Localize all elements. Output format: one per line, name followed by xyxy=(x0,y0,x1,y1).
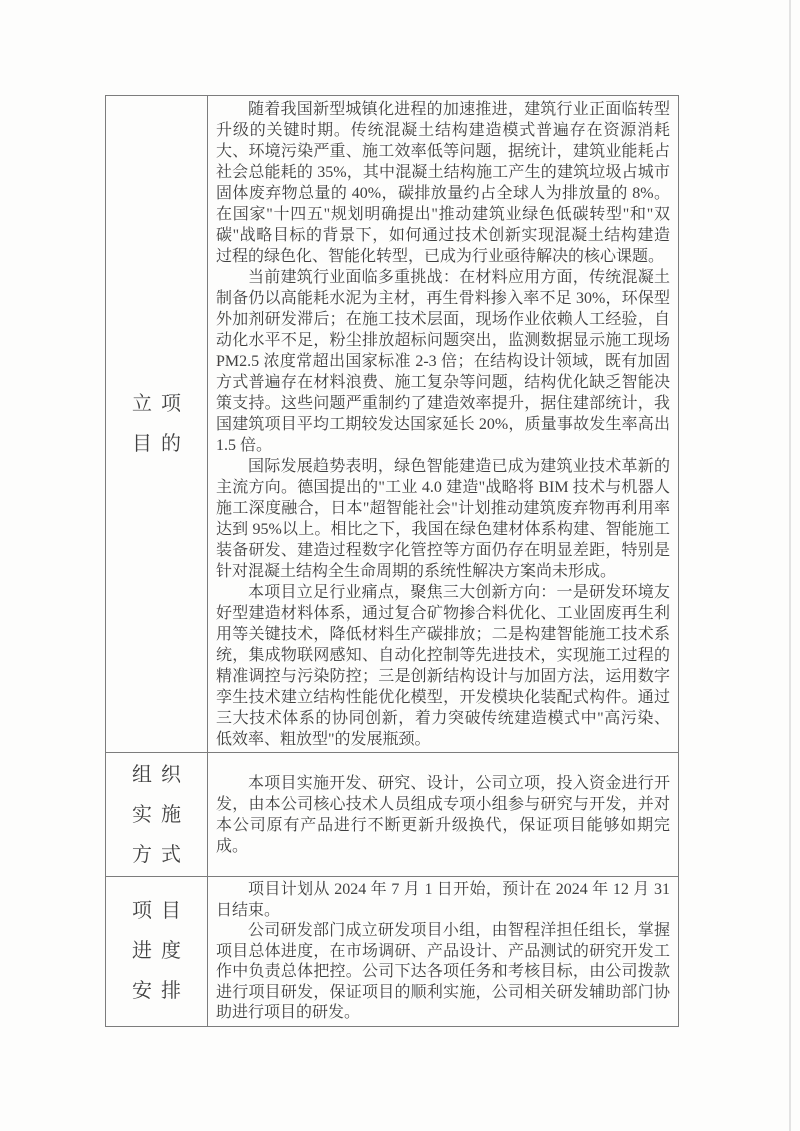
paragraph: 随着我国新型城镇化进程的加速推进，建筑行业正面临转型升级的关键时期。传统混凝土结构建造模式普遍存在资源消耗大、环境污染严重、施工效率低等问题，据统计，建筑业能耗占社会总能耗的 35%，其中混凝土结构施工产生的建筑垃圾占城市固体废弃物总量的 40%，碳排放量约占全球人为排放量的 8%。在国家"十四五"规划明确提出"推动建筑业绿色低碳转型"和"双碳"战略目标的背景下，如何通过技术创新实现混凝土结构建造过程的绿色化、智能化转型，已成为行业亟待解决的核心课题。 xyxy=(216,101,670,265)
label-line: 安排 xyxy=(132,980,190,1003)
table-body xyxy=(106,96,679,1027)
content-project-purpose xyxy=(208,96,679,753)
scan-edge-artifact xyxy=(789,0,791,1131)
paragraph: 公司研发部门成立研发项目小组，由智程洋担任组长，掌握项目总体进度，在市场调研、产品设计、产品测试的研究开发工作中负责总体把控。公司下达各项任务和考核目标，由公司拨款进行项目研发，保证项目的顺利实施，公司相关研发辅助部门协助进行项目的研发。 xyxy=(216,922,670,1021)
label-line: 实施 xyxy=(132,803,190,826)
row-label-organization-implementation xyxy=(106,753,208,877)
paragraph: 本项目实施开发、研究、设计，公司立项，投入资金进行开发，由本公司核心技术人员组成专项小组参与研究与开发，并对本公司原有产品进行不断更新升级换代，保证项目能够如期完成。 xyxy=(216,775,670,855)
table-row-organization-implementation xyxy=(106,753,679,877)
paragraph: 本项目立足行业痛点，聚焦三大创新方向：一是研发环境友好型建造材料体系，通过复合矿物掺合料优化、工业固废再生利用等关键技术，降低材料生产碳排放；二是构建智能施工技术系统，集成物联网感知、自动化控制等先进技术，实现施工过程的精准调控与污染防控；三是创新结构设计与加固方法，运用数字孪生技术建立结构性能优化模型，开发模块化装配式构件。通过三大技术体系的协同创新，着力突破传统建造模式中"高污染、低效率、粗放型"的发展瓶颈。 xyxy=(216,584,670,748)
label-line: 进度 xyxy=(132,940,190,963)
label-line: 方式 xyxy=(132,843,190,866)
row-label-project-schedule xyxy=(106,877,208,1027)
label-line: 组织 xyxy=(132,763,190,786)
table-row-project-purpose xyxy=(106,96,679,753)
label-line: 项目 xyxy=(132,900,190,923)
project-proposal-table xyxy=(105,95,679,1027)
table-row-project-schedule xyxy=(106,877,679,1027)
paragraph: 国际发展趋势表明，绿色智能建造已成为建筑业技术革新的主流方向。德国提出的"工业 4.0 建造"战略将 BIM 技术与机器人施工深度融合，日本"超智能社会"计划推动建筑废弃物再利用率达到 95%以上。相比之下，我国在绿色建材体系构建、智能施工装备研发、建造过程数字化管控等方面仍存在明显差距，特别是针对混凝土结构全生命周期的系统性解决方案尚未形成。 xyxy=(216,458,670,580)
paragraph: 当前建筑行业面临多重挑战：在材料应用方面，传统混凝土制备仍以高能耗水泥为主材，再生骨料掺入率不足 30%，环保型外加剂研发滞后；在施工技术层面，现场作业依赖人工经验，自动化水平不足，粉尘排放超标问题突出，监测数据显示施工现场 PM2.5 浓度常超出国家标准 2-3 倍；在结构设计领域，既有加固方式普遍存在材料浪费、施工复杂等问题，结构优化缺乏智能决策支持。这些问题严重制约了建造效率提升，据住建部统计，我国建筑项目平均工期较发达国家延长 20%，质量事故发生率高出 1.5 倍。 xyxy=(216,269,670,454)
row-label-project-purpose xyxy=(106,96,208,753)
content-project-schedule xyxy=(208,877,679,1027)
content-organization-implementation xyxy=(208,753,679,877)
paragraph: 项目计划从 2024 年 7 月 1 日开始，预计在 2024 年 12 月 31 日结束。 xyxy=(216,881,670,919)
label-line: 目的 xyxy=(132,433,190,455)
label-line: 立项 xyxy=(132,393,190,415)
